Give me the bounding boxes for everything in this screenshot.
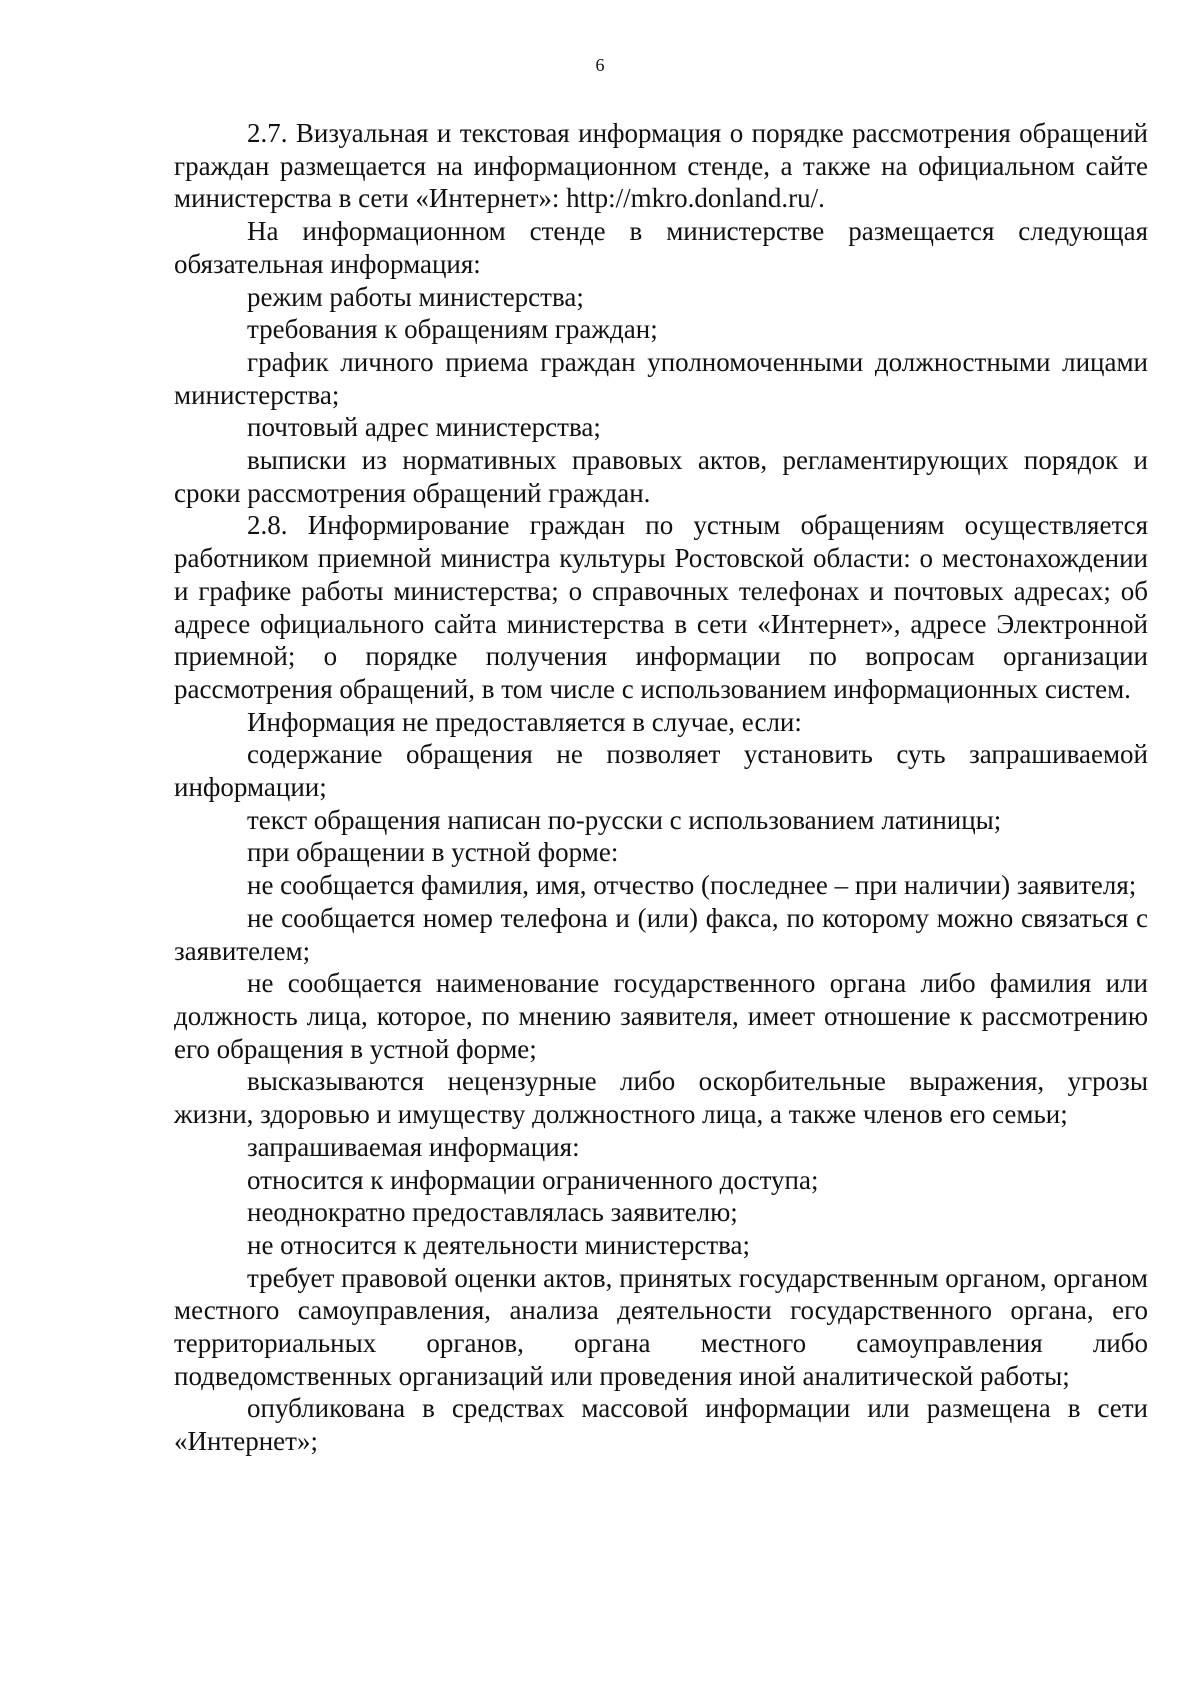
list-item: режим работы министерства; <box>247 281 584 312</box>
paragraph-2-7: 2.7. Визуальная и текстовая информация о порядке рассмотрения обращений граждан размещается на информационном стенде, а также на официальном сайте министерства в сети «Интернет»: http://mkro.donland.ru/. <box>174 118 1148 214</box>
list-item: относится к информации ограниченного доступа; <box>247 1164 819 1195</box>
list-item: требует правовой оценки актов, принятых государственным органом, органом местного самоуправления, анализа деятельности государственного органа, его территориальных органов, органа местного самоуправления либо подведомственных организаций или проведения иной аналитической работы; <box>174 1262 1148 1391</box>
list-item: содержание обращения не позволяет установить суть запрашиваемой информации; <box>174 739 1148 803</box>
list-item: почтовый адрес министерства; <box>247 412 601 443</box>
list-item: выписки из нормативных правовых актов, регламентирующих порядок и сроки рассмотрения обращений граждан. <box>174 445 1148 508</box>
document-body <box>174 117 1148 1458</box>
list-item: высказываются нецензурные либо оскорбительные выражения, угрозы жизни, здоровью и имуществу должностного лица, а также членов его семьи; <box>174 1066 1148 1130</box>
list-item: график личного приема граждан уполномоченными должностными лицами министерства; <box>174 346 1148 410</box>
paragraph-stand-info: На информационном стенде в министерстве размещается следующая обязательная информация: <box>174 216 1148 279</box>
list-item: опубликована в средствах массовой информации или размещена в сети «Интернет»; <box>174 1393 1148 1457</box>
list-item: запрашиваемая информация: <box>247 1131 580 1162</box>
list-item: не сообщается номер телефона и (или) факса, по которому можно связаться с заявителем; <box>174 902 1148 966</box>
paragraph-2-8: 2.8. Информирование граждан по устным обращениям осуществляется работником приемной министра культуры Ростовской области: о местонахождении и графике работы министерства; о справочных телефонах и почтовых адресах; об адресе официального сайта министерства в сети «Интернет», адресе Электронной приемной; о порядке получения информации по вопросам организации рассмотрения обращений, в том числе с использованием информационных систем. <box>174 510 1148 704</box>
list-item: не относится к деятельности министерства; <box>247 1229 751 1260</box>
page-number: 6 <box>595 55 605 75</box>
list-item: не сообщается фамилия, имя, отчество (последнее – при наличии) заявителя; <box>247 870 1137 901</box>
list-item: при обращении в устной форме: <box>247 837 619 868</box>
list-item: неоднократно предоставлялась заявителю; <box>247 1197 738 1228</box>
list-item: текст обращения написан по-русски с использованием латиницы; <box>247 804 1002 835</box>
paragraph-not-provided: Информация не предоставляется в случае, если: <box>247 706 802 737</box>
list-item: не сообщается наименование государственного органа либо фамилия или должность лица, которое, по мнению заявителя, имеет отношение к рассмотрению его обращения в устной форме; <box>174 968 1148 1064</box>
list-item: требования к обращениям граждан; <box>247 314 658 345</box>
